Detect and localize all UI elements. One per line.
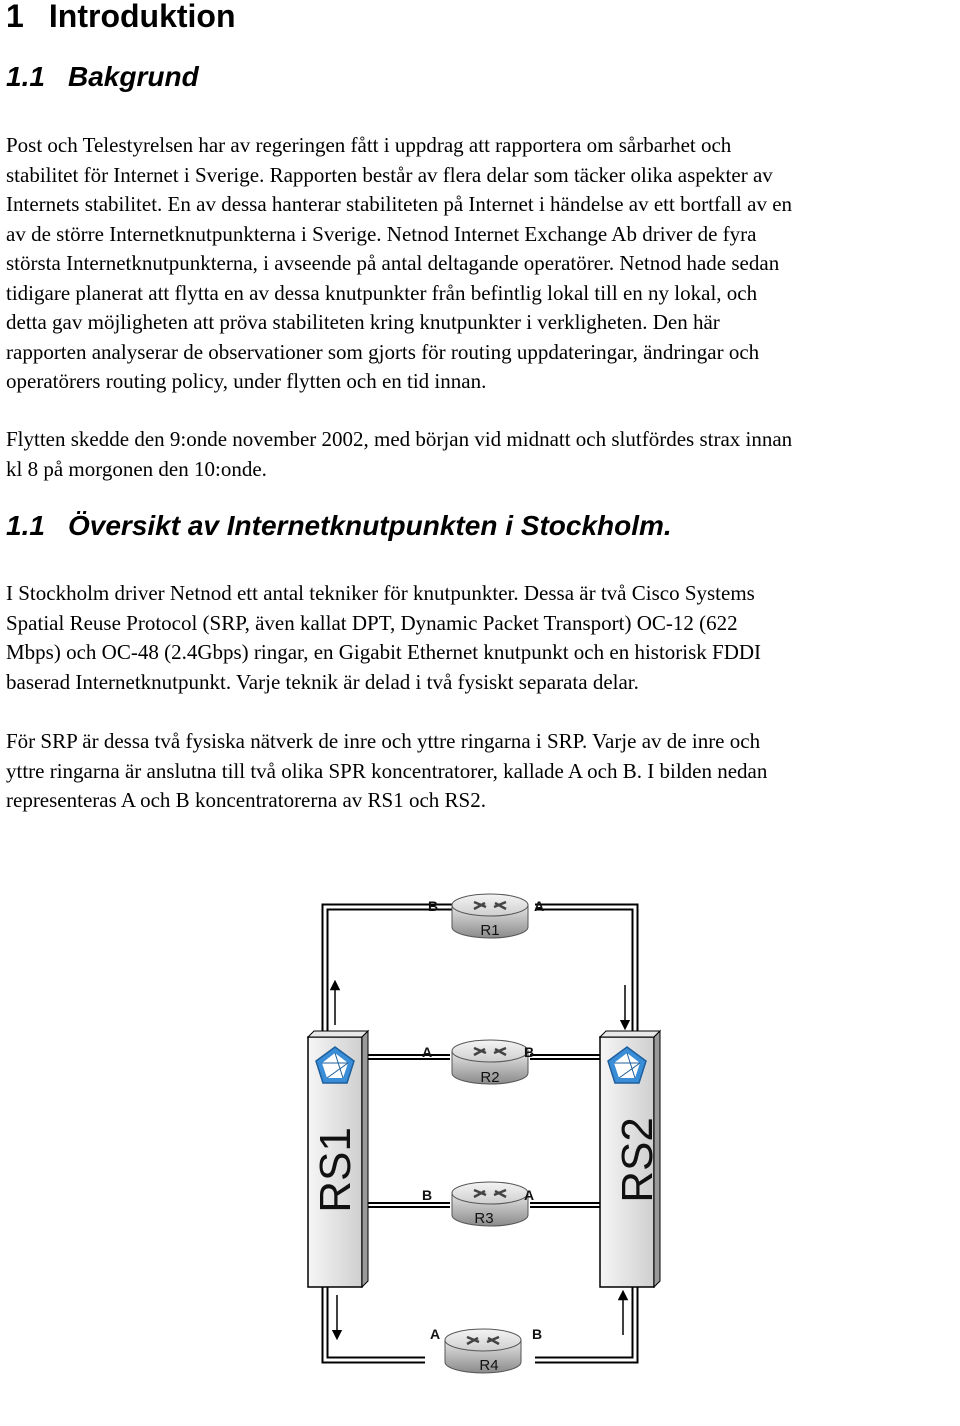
router-r2-right-port: B	[524, 1044, 535, 1060]
section-heading-overview	[6, 507, 672, 545]
srp-network-diagram	[250, 855, 710, 1426]
section-heading-bakgrund	[6, 58, 199, 96]
router-r2-left-port: A	[422, 1044, 433, 1060]
router-label-r3: R3	[474, 1210, 494, 1227]
section-number: 1.1	[6, 61, 45, 92]
concentrator-label-rs1: RS1	[311, 1127, 360, 1213]
router-r2	[452, 1040, 528, 1086]
router-label-r2: R2	[480, 1069, 500, 1086]
router-r4-left-port: A	[430, 1326, 441, 1342]
chapter-number: 1	[6, 0, 24, 34]
router-r1-right-port: A	[534, 898, 545, 914]
paragraph-techniques: I Stockholm driver Netnod ett antal tekniker för knutpunkter. Dessa är två Cisco Systems Spatial Reuse Protocol (SRP, även kallat DPT, Dynamic Packet Transport) OC-12 (622 Mbps) och OC-48 (2.4Gbps) ringar, en Gigabit Ethernet knutpunkt och en historisk FDDI baserad Internetknutpunkt. Varje teknik är delad i två fysiskt separata delar.	[6, 581, 762, 694]
concentrator-rs1	[308, 1031, 368, 1287]
router-r4	[445, 1329, 521, 1374]
router-r1	[452, 894, 528, 939]
chapter-heading	[6, 0, 236, 38]
concentrator-label-rs2: RS2	[613, 1117, 662, 1203]
router-r1-left-port: B	[428, 898, 439, 914]
paragraph-move-date: Flytten skedde den 9:onde november 2002, med början vid midnatt och slutfördes strax innan kl 8 på morgonen den 10:onde.	[6, 427, 793, 481]
router-r3-left-port: B	[422, 1187, 433, 1203]
router-r3-right-port: A	[524, 1187, 535, 1203]
section-title: Översikt av Internetknutpunkten i Stockholm.	[68, 510, 672, 541]
router-label-r4: R4	[479, 1357, 499, 1374]
paragraph-srp-rings: För SRP är dessa två fysiska nätverk de inre och yttre ringarna i SRP. Varje av de inre och yttre ringarna är anslutna till två olika SPR koncentratorer, kallade A och B. I bilden nedan representeras A och B koncentratorerna av RS1 och RS2.	[6, 729, 768, 812]
paragraph-background: Post och Telestyrelsen har av regeringen fått i uppdrag att rapportera om sårbarhet och stabilitet för Internet i Sverige. Rapporten består av flera delar som täcker olika aspekter av Internets stabilitet. En av dessa hanterar stabiliteten på Internet i händelse av ett bortfall av en av de större Internetknutpunkterna i Sverige. Netnod Internet Exchange Ab driver de fyra största Internetknutpunkterna, i avseende på antal deltagande operatörer. Netnod hade sedan tidigare planerat att flytta en av dessa knutpunkter från befintlig lokal till en ny lokal, och detta gav möjligheten att pröva stabiliteten kring knutpunkter i verkligheten. Den här rapporten analyserar de observationer som gjorts för routing uppdateringar, ändringar och operatörers routing policy, under flytten och en tid innan.	[6, 133, 793, 393]
section-title: Bakgrund	[68, 61, 199, 92]
concentrator-rs2	[600, 1031, 662, 1287]
router-r4-right-port: B	[532, 1326, 543, 1342]
section-number: 1.1	[6, 510, 45, 541]
router-r3	[452, 1182, 528, 1227]
chapter-title: Introduktion	[48, 0, 236, 34]
router-label-r1: R1	[480, 922, 500, 939]
